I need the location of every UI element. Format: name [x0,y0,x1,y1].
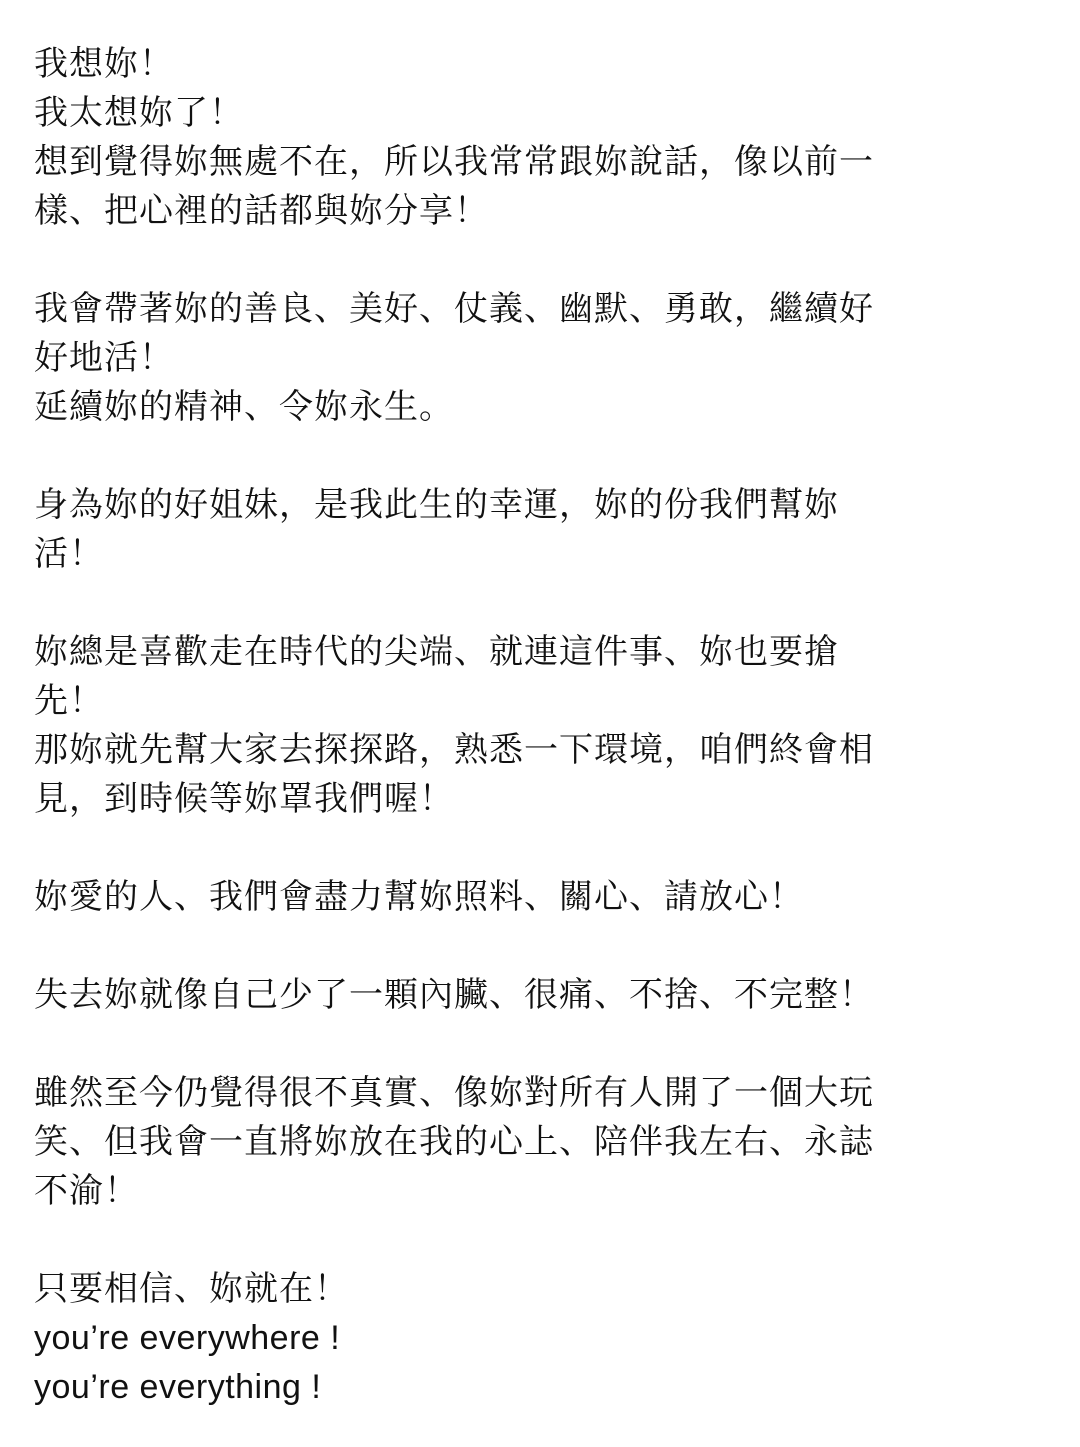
text-line: 身為妳的好姐妹，是我此生的幸運，妳的份我們幫妳 [34,485,839,525]
paragraph [34,285,1044,432]
paragraph [34,971,1044,1020]
text-line: 我太想妳了！ [34,93,244,133]
text-line: 我會帶著妳的善良、美好、仗義、幽默、勇敢，繼續好 [34,289,874,329]
paragraph-gap [34,579,1044,628]
text-line: 我想妳！ [34,44,174,84]
paragraph-gap [34,1020,1044,1069]
text-line: 見，到時候等妳罩我們喔！ [34,779,454,819]
paragraph-gap [34,824,1044,873]
text-line: 妳總是喜歡走在時代的尖端、就連這件事、妳也要搶 [34,632,839,672]
paragraph [34,481,1044,579]
paragraph [34,873,1044,922]
text-line: 延續妳的精神、令妳永生。 [34,387,454,427]
paragraph-gap [34,1216,1044,1265]
text-line: 樣、把心裡的話都與妳分享！ [34,191,489,231]
text-line: you’re everything ! [34,1368,322,1406]
text-line: 妳愛的人、我們會盡力幫妳照料、關心、請放心！ [34,877,804,917]
paragraph-gap [34,922,1044,971]
text-line: you’re everywhere ! [34,1319,341,1357]
note-body [34,40,1044,1412]
paragraph [34,1265,1044,1412]
text-line: 雖然至今仍覺得很不真實、像妳對所有人開了一個大玩 [34,1073,874,1113]
text-line: 活！ [34,534,104,574]
text-line: 笑、但我會一直將妳放在我的心上、陪伴我左右、永誌 [34,1122,874,1162]
text-line: 不渝！ [34,1171,139,1211]
paragraph [34,1069,1044,1216]
text-line: 想到覺得妳無處不在，所以我常常跟妳說話，像以前一 [34,142,874,182]
text-line: 先！ [34,681,104,721]
text-line: 那妳就先幫大家去探探路，熟悉一下環境，咱們終會相 [34,730,874,770]
paragraph [34,628,1044,824]
text-line: 失去妳就像自己少了一顆內臟、很痛、不捨、不完整！ [34,975,874,1015]
text-line: 好地活！ [34,338,174,378]
paragraph [34,40,1044,236]
paragraph-gap [34,236,1044,285]
text-line: 只要相信、妳就在！ [34,1269,349,1309]
paragraph-gap [34,432,1044,481]
